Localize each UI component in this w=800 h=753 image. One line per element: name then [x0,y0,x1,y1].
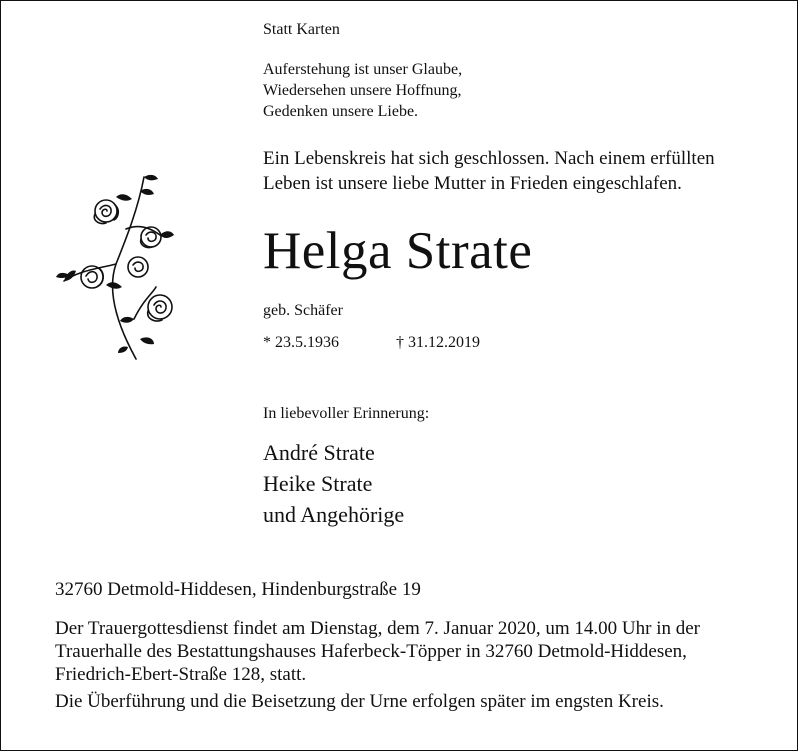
birth-name: geb. Schäfer [263,302,343,319]
mourner-name: André Strate [263,440,375,465]
address-text: 32760 Detmold-Hiddesen, Hindenburgstraße 19 [55,579,421,600]
rose-branch-icon [56,169,186,364]
service-line: Der Trauergottesdienst findet am Dienstag, dem 7. Januar 2020, um 14.00 Uhr in der [55,618,701,639]
verse [263,59,462,122]
mourners-list [263,437,404,530]
mourner-name: Heike Strate [263,471,373,496]
service-line: Trauerhalle des Bestattungshauses Haferbeck-Töpper in 32760 Detmold-Hiddesen, [55,641,687,662]
verse-line: Wiedersehen unsere Hoffnung, [263,82,462,99]
verse-line: Auferstehung ist unser Glaube, [263,61,463,78]
mourner-name: und Angehörige [263,502,405,527]
burial-text: Die Überführung und die Beisetzung der Urne erfolgen später im engsten Kreis. [55,691,664,712]
birth-date: * 23.5.1936 [263,334,339,351]
intro-line: Ein Lebenskreis hat sich geschlossen. Nach einem erfüllten [263,148,715,169]
remembrance-text: In liebevoller Erinnerung: [263,405,430,422]
service-text [55,617,700,686]
intro-text [263,146,715,196]
verse-line: Gedenken unsere Liebe. [263,103,419,120]
header-text: Statt Karten [263,21,340,38]
service-line: Friedrich-Ebert-Straße 128, statt. [55,664,307,685]
deceased-name: Helga Strate [263,222,533,280]
intro-line: Leben ist unsere liebe Mutter in Frieden eingeschlafen. [263,173,682,194]
death-date: † 31.12.2019 [396,334,480,351]
